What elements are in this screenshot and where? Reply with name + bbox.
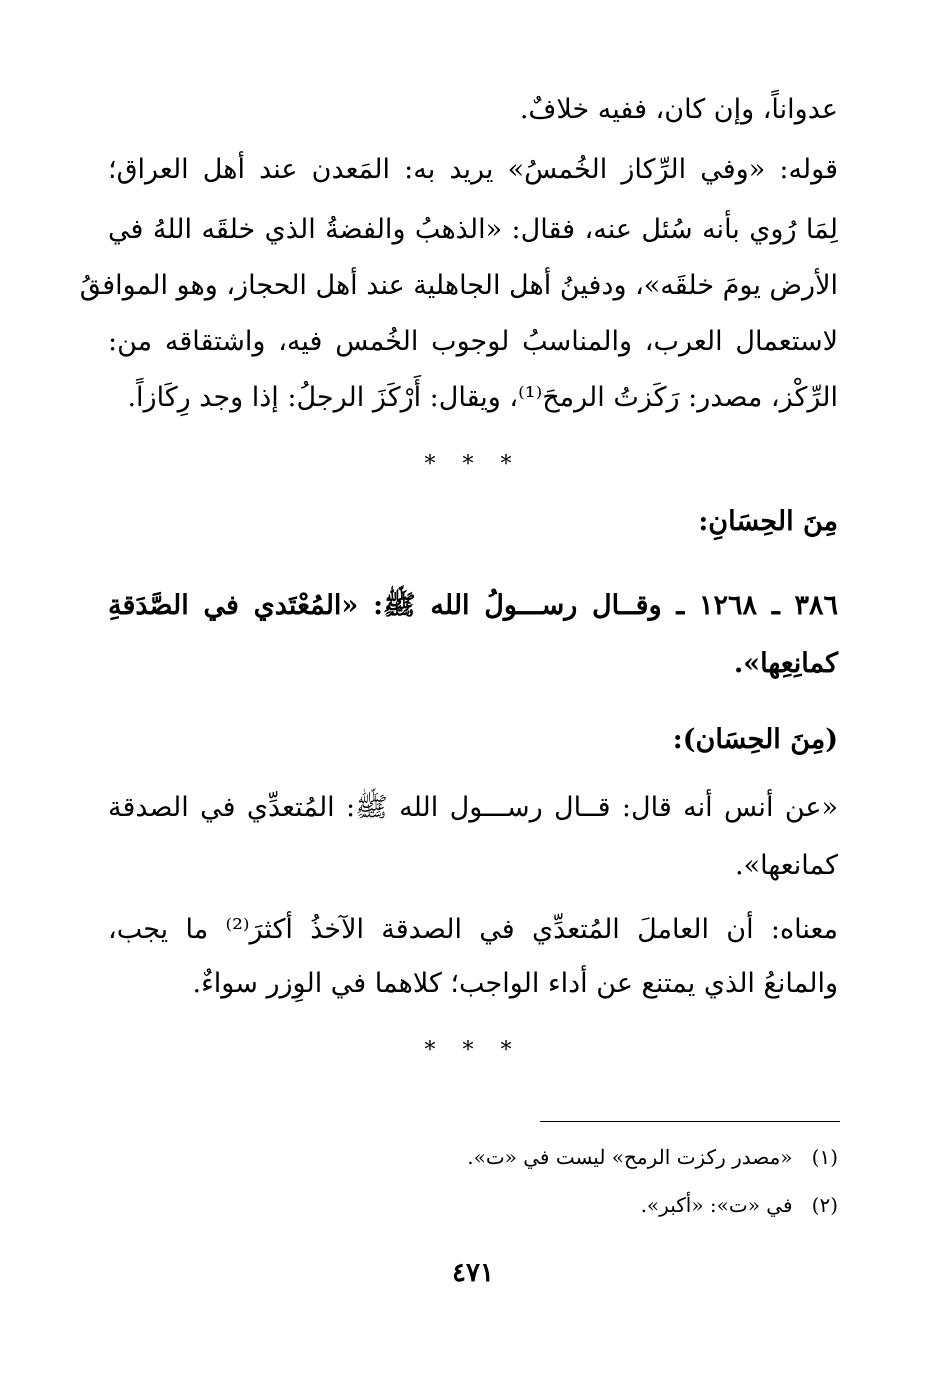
section-heading: (مِنَ الحِسَان): [672, 724, 838, 755]
body-line: كمانعها». [734, 850, 838, 881]
body-line: «عن أنس أنه قال: قــال رســـول الله ﷺ: المُتعدِّي في الصدقة [108, 792, 838, 823]
body-line: لِمَا رُوي بأنه سُئل عنه، فقال: «الذهبُ والفضةُ الذي خلقَه اللهُ في [108, 214, 838, 245]
body-line: الرِّكْز، مصدر: رَكَزتُ الرمحَ⁽¹⁾، ويقال: أَرْكَزَ الرجلُ: إذا وجد رِكَازاً. [127, 382, 838, 413]
body-line: قوله: «وفي الرِّكاز الخُمسُ» يريد به: المَعدن عند أهل العراق؛ [108, 154, 838, 185]
footnote [108, 1142, 838, 1172]
body-line: معناه: أن العاملَ المُتعدِّي في الصدقة الآخذُ أكثرَ⁽²⁾ ما يجب، [108, 914, 838, 945]
section-heading: مِنَ الحِسَانِ: [698, 506, 838, 537]
body-line: والمانعُ الذي يمتنع عن أداء الواجب؛ كلاهما في الوِزر سواءٌ. [192, 968, 838, 999]
footnote-marker: (٢) [811, 1193, 838, 1217]
footnote-text: «مصدر ركزت الرمح» ليست في «ت». [467, 1145, 793, 1169]
body-line: لاستعمال العرب، والمناسبُ لوجوب الخُمس فيه، واشتقاقه من: [108, 326, 838, 357]
hadith-title-line: كمانِعِها». [733, 648, 838, 679]
section-separator: * * * [424, 1038, 522, 1063]
footnote-divider [540, 1121, 840, 1122]
footnote [108, 1190, 838, 1220]
footnote-text: في «ت»: «أكبر». [640, 1193, 793, 1217]
footnote-marker: (١) [811, 1145, 838, 1169]
hadith-title-line: ٣٨٦ ـ ١٢٦٨ ـ وقــال رســـولُ الله ﷺ: «المُعْتَدي في الصَّدَقةِ [108, 590, 838, 621]
body-line: عدواناً، وإن كان، ففيه خلافٌ. [519, 94, 838, 125]
body-line: الأرض يومَ خلقَه»، ودفينُ أهل الجاهلية عند أهل الحجاز، وهو الموافقُ [79, 270, 838, 301]
section-separator: * * * [424, 452, 522, 477]
page-number: ٤٧١ [452, 1258, 494, 1288]
